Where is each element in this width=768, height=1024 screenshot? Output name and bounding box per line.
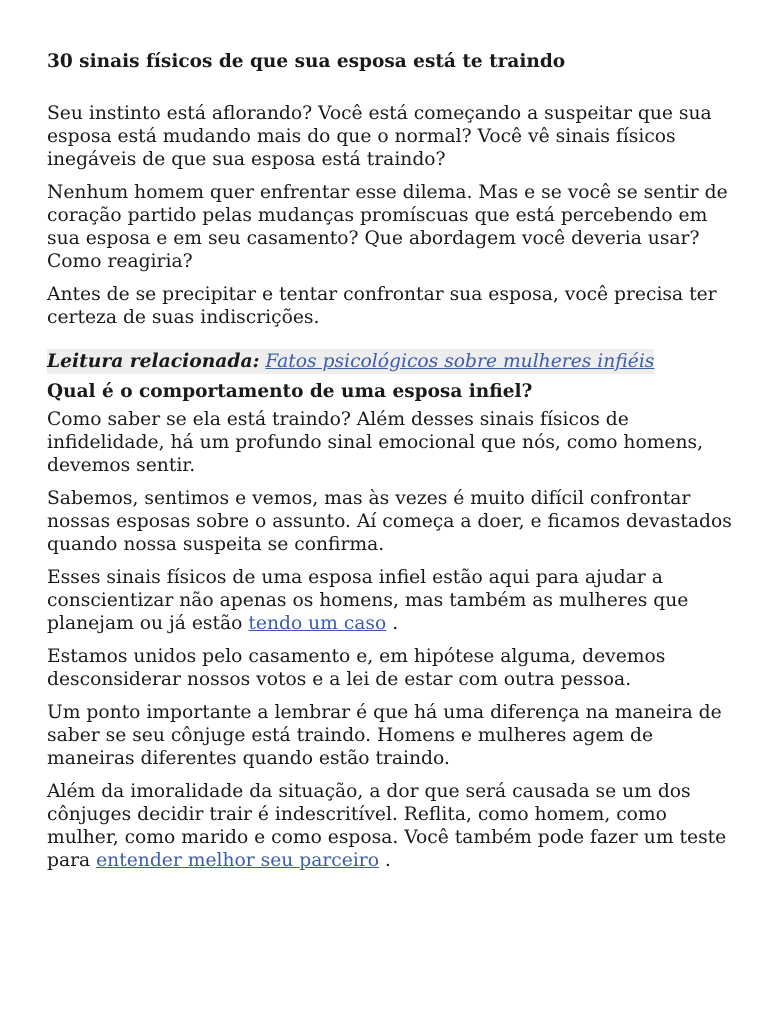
related-reading-label: Leitura relacionada: — [47, 350, 260, 372]
paragraph-end: . — [386, 613, 399, 634]
related-reading-link[interactable]: Fatos psicológicos sobre mulheres infiéis — [265, 351, 655, 372]
paragraph-text: Além da imoralidade da situação, a dor que será causada se um dos cônjuges decidir trair é indescritível. Reflita, como homem, como mulher, como marido e como esposa. Você também pode fazer um teste para — [47, 781, 727, 871]
paragraph-end: . — [378, 850, 391, 871]
paragraph: Estamos unidos pelo casamento e, em hipótese alguma, devemos desconsiderar nossos votos e a lei de estar com outra pessoa. — [47, 646, 666, 690]
paragraph: Como saber se ela está traindo? Além desses sinais físicos de infidelidade, há um profundo sinal emocional que nós, como homens, devemos sentir. — [47, 409, 704, 476]
paragraph: Um ponto importante a lembrar é que há uma diferença na maneira de saber se seu cônjuge está traindo. Homens e mulheres agem de maneiras diferentes quando estão traindo. — [47, 702, 722, 769]
paragraph-text: Esses sinais físicos de uma esposa infiel estão aqui para ajudar a conscientizar não apenas os homens, mas também as mulheres que planejam ou já estão — [47, 567, 689, 634]
paragraph: Sabemos, sentimos e vemos, mas às vezes é muito difícil confrontar nossas esposas sobre o assunto. Aí começa a doer, e ficamos devastados quando nossa suspeita se confirma. — [47, 488, 732, 555]
affair-link[interactable]: tendo um caso — [248, 613, 387, 634]
paragraph: Nenhum homem quer enfrentar esse dilema. Mas e se você se sentir de coração partido pelas mudanças promíscuas que está percebendo em sua esposa e em seu casamento? Que abordagem você deveria usar? Como reagiria? — [47, 182, 728, 272]
paragraph: Antes de se precipitar e tentar confrontar sua esposa, você precisa ter certeza de suas indiscrições. — [47, 284, 717, 328]
paragraph: Seu instinto está aflorando? Você está começando a suspeitar que sua esposa está mudando mais do que o normal? Você vê sinais físicos inegáveis de que sua esposa está traindo? — [47, 103, 712, 170]
paragraph-affair — [47, 566, 737, 635]
partner-link[interactable]: entender melhor seu parceiro — [96, 850, 379, 871]
article-title: 30 sinais físicos de que sua esposa está te traindo — [47, 51, 566, 72]
section-heading: Qual é o comportamento de uma esposa infiel? — [47, 381, 533, 402]
paragraph-partner — [47, 780, 737, 872]
article — [47, 50, 737, 882]
related-reading — [47, 349, 654, 374]
